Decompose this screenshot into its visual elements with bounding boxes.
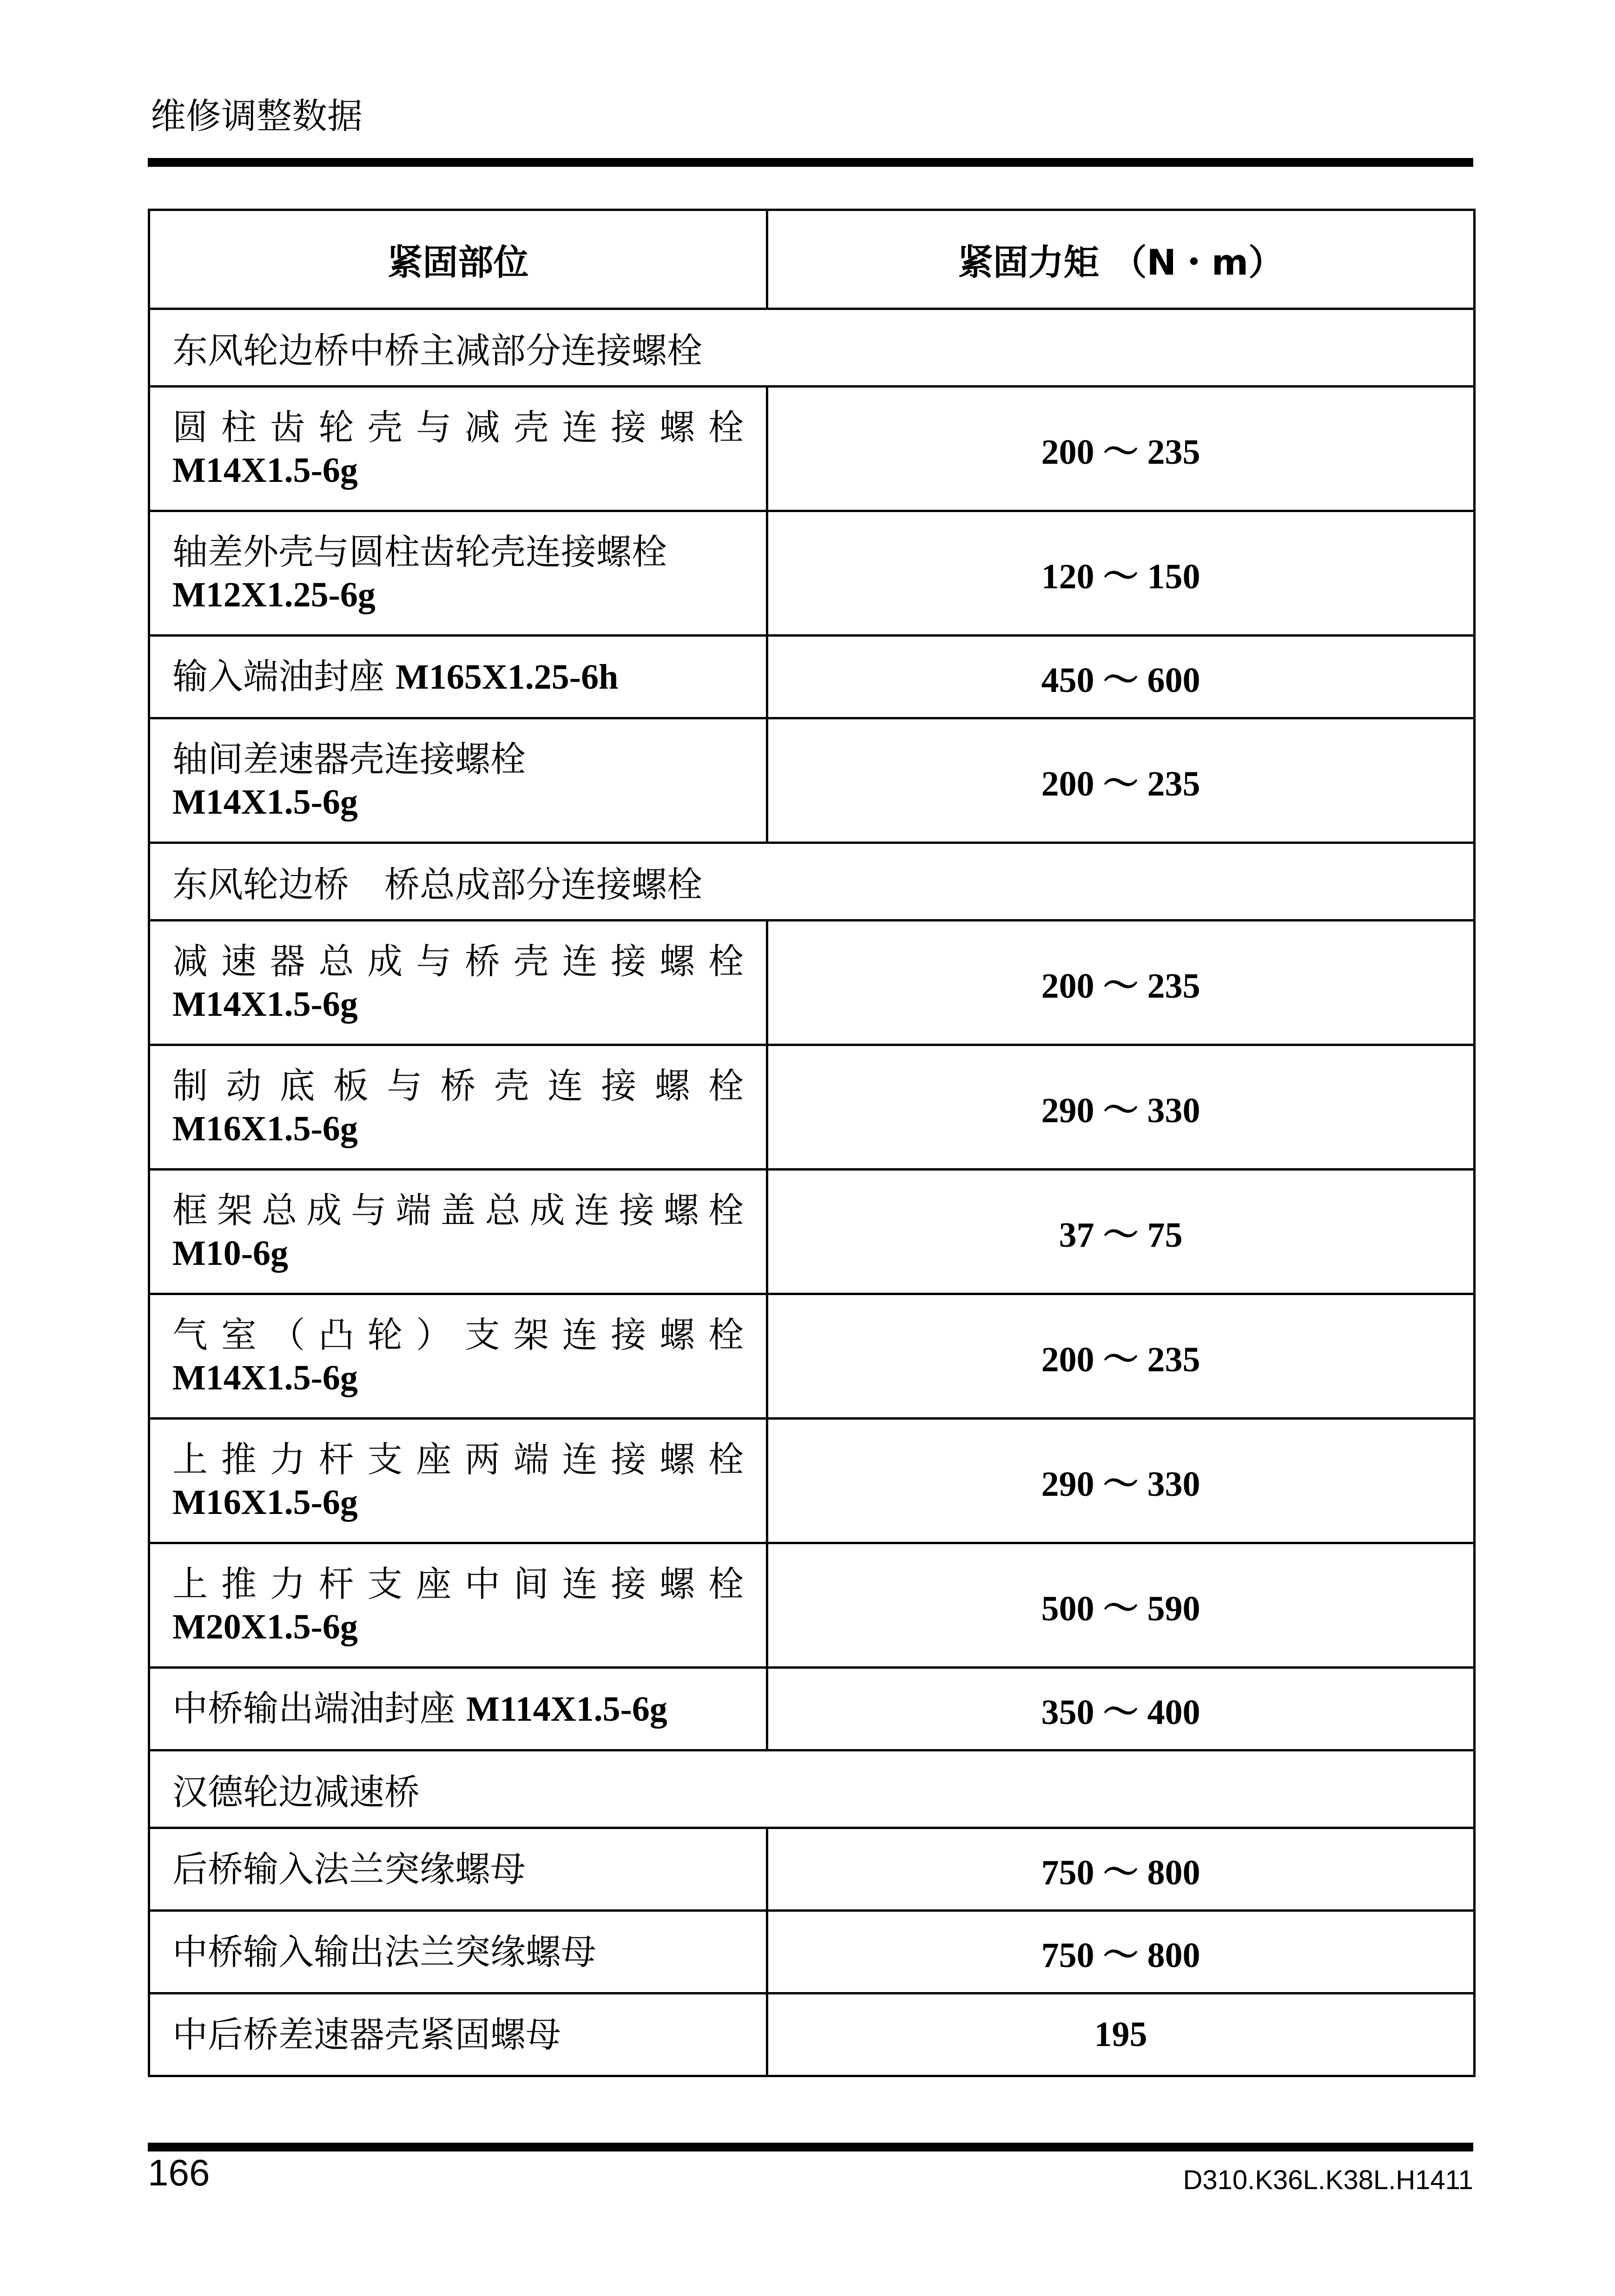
table-row [149, 1045, 1475, 1170]
table-row [149, 1170, 1475, 1294]
torque-value: 200 ～ 235 [767, 1294, 1475, 1419]
torque-value: 37 ～ 75 [767, 1170, 1475, 1294]
fastening-part-cell [149, 387, 767, 511]
thread-spec: M14X1.5-6g [172, 1358, 358, 1397]
thread-spec: M14X1.5-6g [172, 984, 358, 1024]
torque-value: 200 ～ 235 [767, 718, 1475, 843]
thread-spec: M20X1.5-6g [172, 1607, 358, 1646]
section-row [149, 1750, 1475, 1828]
torque-value: 200 ～ 235 [767, 387, 1475, 511]
part-name: 制动底板与桥壳连接螺栓 [172, 1065, 744, 1106]
document-code: D310.K36L.K38L.H1411 [1183, 2165, 1473, 2195]
fastening-part-cell [149, 1419, 767, 1543]
torque-value: 290 ～ 330 [767, 1419, 1475, 1543]
part-name-text: 输入端油封座 [172, 656, 384, 697]
part-name-text: 中后桥差速器壳紧固螺母 [172, 2013, 561, 2055]
part-name: 减速器总成与桥壳连接螺栓 [172, 940, 744, 982]
torque-value: 500 ～ 590 [767, 1543, 1475, 1668]
section-row [149, 309, 1475, 387]
part-name-text: 中桥输出端油封座 [172, 1688, 455, 1729]
table-row [149, 1543, 1475, 1668]
section-title: 东风轮边桥 桥总成部分连接螺栓 [149, 843, 1475, 921]
thread-spec: M16X1.5-6g [172, 1109, 358, 1148]
part-name: 轴差外壳与圆柱齿轮壳连接螺栓 [172, 531, 667, 572]
table-row [149, 718, 1475, 843]
torque-value: 120 ～ 150 [767, 511, 1475, 636]
section-title: 东风轮边桥中桥主减部分连接螺栓 [149, 309, 1475, 387]
fastening-part-cell [149, 1993, 767, 2076]
fastening-part-cell [149, 718, 767, 843]
part-name [172, 1931, 744, 1974]
fastening-part-cell [149, 1828, 767, 1911]
page-header-title: 维修调整数据 [151, 95, 363, 137]
table-row [149, 636, 1475, 718]
part-name: 气室（凸轮）支架连接螺栓 [172, 1314, 744, 1355]
torque-value: 195 [767, 1993, 1475, 2076]
part-name: 上推力杆支座中间连接螺栓 [172, 1563, 744, 1605]
thread-spec: M14X1.5-6g [172, 782, 358, 822]
part-name [172, 1848, 744, 1891]
torque-table [148, 209, 1476, 2077]
table-row [149, 1668, 1475, 1750]
thread-spec: M14X1.5-6g [172, 450, 358, 490]
col-header-part: 紧固部位 [149, 210, 767, 309]
thread-spec: M12X1.25-6g [172, 575, 376, 614]
part-name [172, 655, 744, 698]
fastening-part-cell [149, 1294, 767, 1419]
table-body [149, 309, 1475, 2076]
table-row [149, 1828, 1475, 1911]
table-row [149, 387, 1475, 511]
thread-spec: M10-6g [172, 1233, 289, 1273]
fastening-part-cell [149, 511, 767, 636]
fastening-part-cell [149, 636, 767, 718]
table-row [149, 1294, 1475, 1419]
page-number: 166 [148, 2152, 210, 2193]
thread-spec: M165X1.25-6h [396, 658, 619, 697]
thread-spec: M114X1.5-6g [466, 1690, 667, 1729]
part-name-text: 中桥输入输出法兰突缘螺母 [172, 1931, 596, 1973]
part-name: 圆柱齿轮壳与减壳连接螺栓 [172, 406, 744, 448]
fastening-part-cell [149, 1543, 767, 1668]
fastening-part-cell [149, 1911, 767, 1993]
torque-value: 200 ～ 235 [767, 921, 1475, 1045]
torque-value: 290 ～ 330 [767, 1045, 1475, 1170]
section-title: 汉德轮边减速桥 [149, 1750, 1475, 1828]
torque-value: 350 ～ 400 [767, 1668, 1475, 1750]
part-name [172, 1687, 744, 1730]
fastening-part-cell [149, 1668, 767, 1750]
table-row [149, 1419, 1475, 1543]
table-row [149, 921, 1475, 1045]
table-header-row [149, 210, 1475, 309]
table-row [149, 511, 1475, 636]
part-name [172, 2013, 744, 2056]
fastening-part-cell [149, 1170, 767, 1294]
footer-rule [148, 2143, 1473, 2151]
part-name: 上推力杆支座两端连接螺栓 [172, 1438, 744, 1480]
torque-value: 750 ～ 800 [767, 1911, 1475, 1993]
part-name-text: 后桥输入法兰突缘螺母 [172, 1848, 526, 1890]
thread-spec: M16X1.5-6g [172, 1482, 358, 1522]
col-header-torque: 紧固力矩 （N・m） [767, 210, 1475, 309]
torque-value: 450 ～ 600 [767, 636, 1475, 718]
fastening-part-cell [149, 1045, 767, 1170]
header-rule [148, 158, 1473, 167]
table-row [149, 1993, 1475, 2076]
table-row [149, 1911, 1475, 1993]
fastening-part-cell [149, 921, 767, 1045]
part-name: 轴间差速器壳连接螺栓 [172, 738, 526, 780]
part-name: 框架总成与端盖总成连接螺栓 [172, 1189, 744, 1231]
section-row [149, 843, 1475, 921]
torque-value: 750 ～ 800 [767, 1828, 1475, 1911]
